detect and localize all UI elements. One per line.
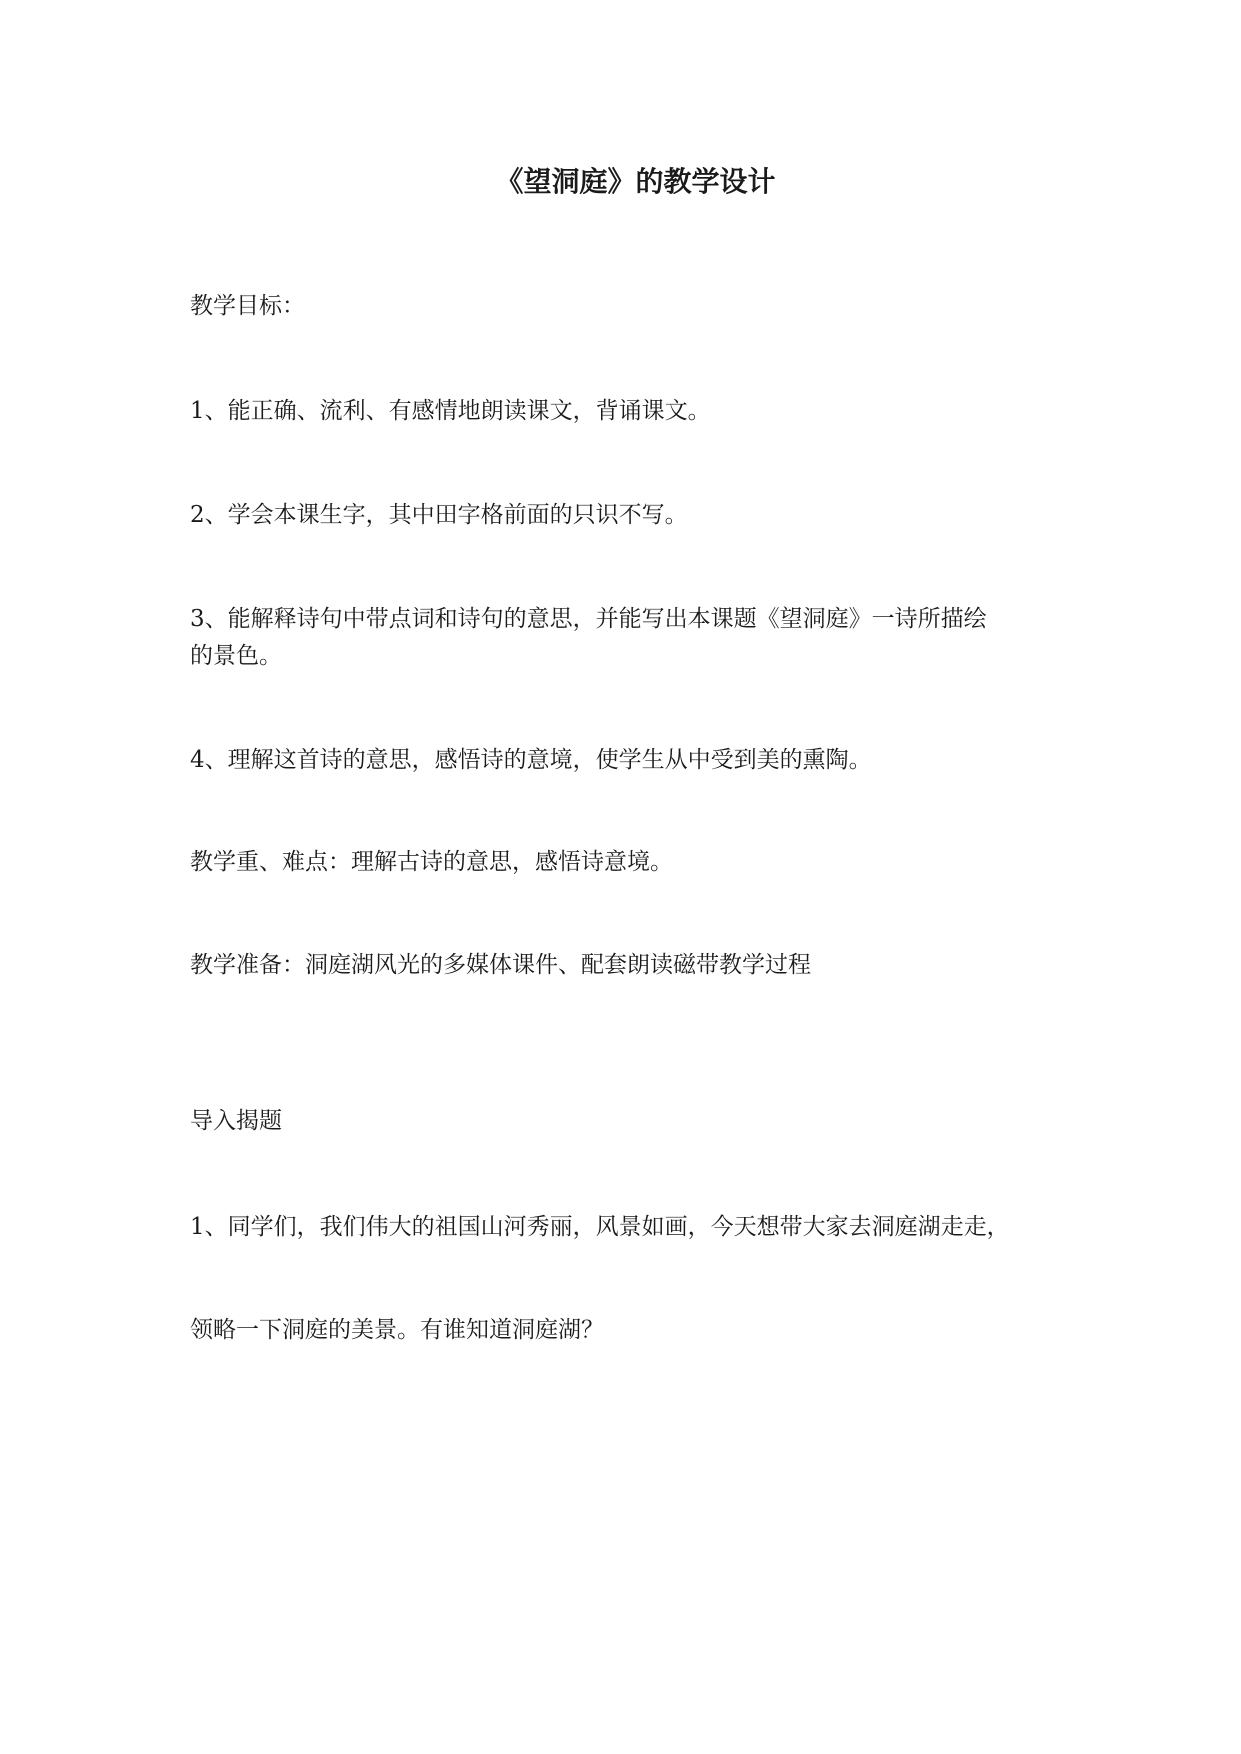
key-points: 教学重、难点：理解古诗的意思，感悟诗意境。 [190,849,673,875]
objective-item-3: 3、能解释诗句中带点词和诗句的意思，并能写出本课题《望洞庭》一诗所描绘 [190,606,987,632]
objectives-heading: 教学目标： [190,293,305,319]
objective-item-1: 1、能正确、流利、有感情地朗读课文，背诵课文。 [190,398,711,424]
objective-item-4: 4、理解这首诗的意思，感悟诗的意境，使学生从中受到美的熏陶。 [190,747,872,773]
objective-item-3-continuation: 的景色。 [190,643,282,669]
section-heading: 导入揭题 [190,1108,282,1134]
intro-paragraph-line-2: 领略一下洞庭的美景。有谁知道洞庭湖？ [190,1317,604,1343]
objective-item-2: 2、学会本课生字，其中田字格前面的只识不写。 [190,502,688,528]
document-title: 《望洞庭》的教学设计 [495,165,776,198]
preparation: 教学准备：洞庭湖风光的多媒体课件、配套朗读磁带教学过程 [190,952,811,978]
intro-paragraph-line-1: 1、同学们，我们伟大的祖国山河秀丽，风景如画，今天想带大家去洞庭湖走走， [190,1214,1010,1240]
